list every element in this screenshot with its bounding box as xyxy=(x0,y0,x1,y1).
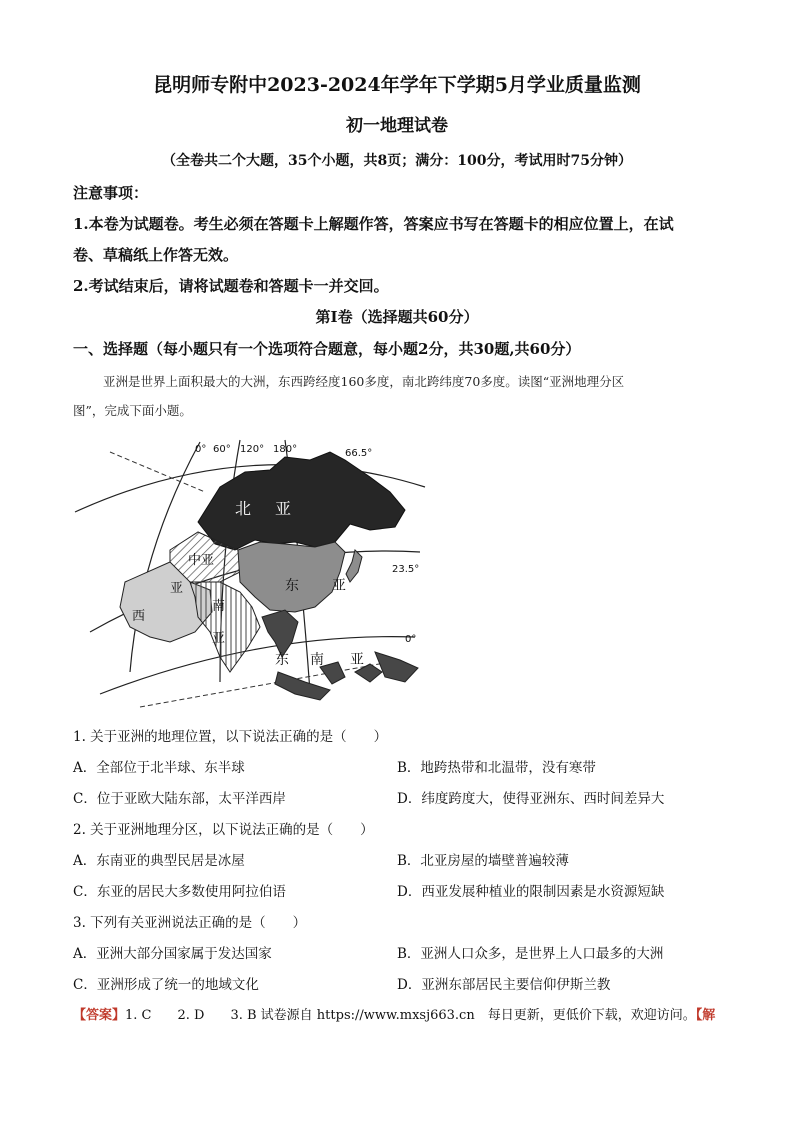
answer-tag: 【答案】 xyxy=(73,1008,126,1023)
volume-heading: 第Ⅰ卷（选择题共60分） xyxy=(315,308,479,326)
exam-title: 昆明师专附中2023-2024年学年下学期5月学业质量监测 xyxy=(153,74,641,96)
answer-text: 1. C 2. D 3. B 试卷源自 https://www.mxsj663.cn 每日更新，更低价下载，欢迎访问。 xyxy=(125,1008,696,1023)
lon-label-180: 180° xyxy=(273,444,298,455)
q3-option-d: D．亚洲东部居民主要信仰伊斯兰教 xyxy=(397,977,611,993)
intro-line-2: 图”，完成下面小题。 xyxy=(73,403,192,418)
lon-label-60: 60° xyxy=(213,444,231,455)
region-south-asia xyxy=(190,582,260,672)
notice-line-3: 2.考试结束后，请将试题卷和答题卡一并交回。 xyxy=(73,277,389,295)
lon-label-120: 120° xyxy=(240,444,265,455)
q3-option-b: B．亚洲人口众多，是世界上人口最多的大洲 xyxy=(397,946,664,962)
exam-info: （全卷共二个大题，35个小题，共8页；满分：100分，考试用时75分钟） xyxy=(162,153,632,169)
label-west-2: 亚 xyxy=(170,581,184,596)
exam-subtitle: 初一地理试卷 xyxy=(346,116,448,136)
q1-option-d: D．纬度跨度大，使得亚洲东、西时间差异大 xyxy=(397,791,665,807)
label-central: 中亚 xyxy=(188,553,215,568)
label-north-2: 亚 xyxy=(275,499,292,518)
notice-heading: 注意事项： xyxy=(73,184,149,202)
label-east-2: 亚 xyxy=(332,578,346,594)
answer-tail: 【解 xyxy=(695,1008,716,1023)
lat-label-0: 0° xyxy=(405,634,417,645)
label-north-1: 北 xyxy=(235,499,252,518)
q1-option-a: A．全部位于北半球、东半球 xyxy=(73,760,245,776)
label-west-1: 西 xyxy=(132,609,146,624)
region-southeast-asia xyxy=(262,610,298,657)
region-east-asia xyxy=(238,542,345,612)
q2-option-d: D．西亚发展种植业的限制因素是水资源短缺 xyxy=(397,884,665,900)
notice-line-2: 卷、草稿纸上作答无效。 xyxy=(73,246,239,264)
q1-option-b: B．地跨热带和北温带，没有寒带 xyxy=(397,760,596,776)
q3-option-c: C．亚洲形成了统一的地域文化 xyxy=(73,977,259,993)
question-2-stem: 2. 关于亚洲地理分区，以下说法正确的是（ ） xyxy=(73,822,374,838)
label-east-1: 东 xyxy=(285,578,299,594)
part-heading: 一、选择题（每小题只有一个选项符合题意，每小题2分，共30题,共60分） xyxy=(73,340,581,358)
lat-label-23: 23.5° xyxy=(392,564,420,575)
label-southeast-1: 东 xyxy=(275,652,289,668)
q2-option-a: A．东南亚的典型民居是冰屋 xyxy=(73,853,245,869)
intro-line-1: 亚洲是世界上面积最大的大洲，东西跨经度160多度，南北跨纬度70多度。读图“亚洲地理分区 xyxy=(103,374,625,389)
notice-line-1: 1.本卷为试题卷。考生必须在答题卡上解题作答，答案应书写在答题卡的相应位置上，在试 xyxy=(73,215,674,233)
label-southeast-3: 亚 xyxy=(350,652,364,668)
label-south-1: 南 xyxy=(212,599,226,614)
lat-label-66: 66.5° xyxy=(345,448,373,459)
q2-option-c: C．东亚的居民大多数使用阿拉伯语 xyxy=(73,884,286,900)
question-1-stem: 1. 关于亚洲的地理位置，以下说法正确的是（ ） xyxy=(73,729,388,745)
lon-label-0: 0° xyxy=(195,444,207,455)
question-3-stem: 3. 下列有关亚洲说法正确的是（ ） xyxy=(73,915,307,931)
region-north-asia xyxy=(198,452,405,550)
q2-option-b: B．北亚房屋的墙壁普遍较薄 xyxy=(397,853,569,869)
asia-region-map xyxy=(70,432,440,712)
label-south-2: 亚 xyxy=(212,631,226,646)
answer-line xyxy=(73,1004,715,1023)
label-southeast-2: 南 xyxy=(310,652,324,668)
q3-option-a: A．亚洲大部分国家属于发达国家 xyxy=(73,946,272,962)
q1-option-c: C．位于亚欧大陆东部，太平洋西岸 xyxy=(73,791,286,807)
